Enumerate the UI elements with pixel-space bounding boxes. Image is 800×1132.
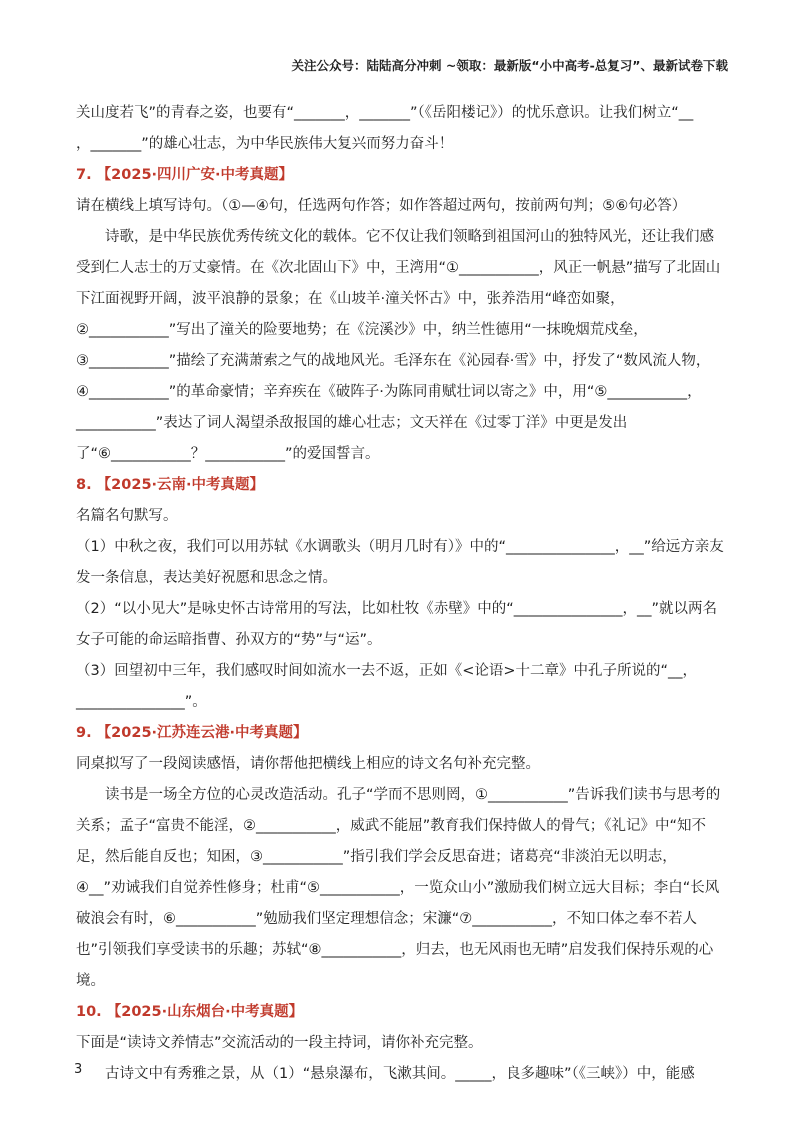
question-9-heading <box>76 718 726 749</box>
question-8-item-3: （3）回望初中三年，我们感叹时间如流水一去不返，正如《<论语>十二章》中孔子所说的“__，_______________”。 <box>76 663 698 710</box>
question-source-tag: 【2025·山东烟台·中考真题】 <box>106 1004 304 1020</box>
question-number: 10. <box>76 1004 102 1020</box>
question-source-tag: 【2025·云南·中考真题】 <box>96 477 265 493</box>
document-content <box>76 98 726 1090</box>
page-number: 3 <box>74 1062 83 1077</box>
question-9-instruction: 同桌拟写了一段阅读感悟，请你帮他把横线上相应的诗文名句补充完整。 <box>76 756 540 772</box>
question-number: 7. <box>76 167 92 183</box>
question-8-heading <box>76 470 726 501</box>
question-source-tag: 【2025·江苏连云港·中考真题】 <box>96 725 308 741</box>
question-8-instruction: 名篇名句默写。 <box>76 508 178 524</box>
question-10-heading <box>76 997 726 1028</box>
question-7-heading <box>76 160 726 191</box>
question-8-item-2: （2）“以小见大”是咏史怀古诗常用的写法，比如杜牧《赤壁》中的“_______________，__”就以两名女子可能的命运暗指曹、孙双方的“势”与“运”。 <box>76 601 718 648</box>
intro-line-1: 关山度若飞”的青春之姿，也要有“_______，_______”（《岳阳楼记》）的忧乐意识。让我们树立“__ <box>76 105 694 121</box>
question-8-item-1: （1）中秋之夜，我们可以用苏轼《水调歌头（明月几时有）》中的“_______________，__”给远方亲友发一条信息，表达美好祝愿和思念之情。 <box>76 539 724 586</box>
question-10-instruction: 下面是“读诗文养情志”交流活动的一段主持词，请你补充完整。 <box>76 1035 483 1051</box>
question-number: 8. <box>76 477 92 493</box>
question-7-body: 诗歌，是中华民族优秀传统文化的载体。它不仅让我们领略到祖国河山的独特风光，还让我们感受到仁人志士的万丈豪情。在《次北固山下》中，王湾用“①___________，风正一帆悬”描写了北固山下江面视野开阔，波平浪静的景象；在《山坡羊·潼关怀古》中，张养浩用“峰峦如聚，②___________”写出了潼关的险要地势；在《浣溪沙》中，纳兰性德用“一抹晚烟荒戍垒，③___________”描绘了充满萧索之气的战地风光。毛泽东在《沁园春·雪》中，抒发了“数风流人物，④___________”的革命豪情；辛弃疾在《破阵子·为陈同甫赋壮词以寄之》中，用“⑤___________，___________”表达了词人渴望杀敌报国的雄心壮志；文天祥在《过零丁洋》中更是发出了“⑥___________？___________”的爱国誓言。 <box>76 229 721 462</box>
question-7-instruction: 请在横线上填写诗句。（①—④句，任选两句作答；如作答超过两句，按前两句判；⑤⑥句必答） <box>76 198 687 214</box>
question-9-body: 读书是一场全方位的心灵改造活动。孔子“学而不思则罔，①___________”告诉我们读书与思考的关系；孟子“富贵不能淫，②___________，威武不能屈”教育我们保持做人的骨气；《礼记》中“知不足，然后能自反也；知困，③___________”指引我们学会反思奋进；诸葛亮“非淡泊无以明志，④__”劝诫我们自觉养性修身；杜甫“⑤___________，一览众山小”激励我们树立远大目标；李白“长风破浪会有时，⑥___________”勉励我们坚定理想信念；宋濂“⑦___________，不知口体之奉不若人也”引领我们享受读书的乐趣；苏轼“⑧___________，归去，也无风雨也无晴”启发我们保持乐观的心境。 <box>76 787 721 989</box>
page-header: 关注公众号：陆陆高分冲刺 ~领取：最新版“小中高考-总复习”、最新试卷下载 <box>291 58 728 73</box>
question-source-tag: 【2025·四川广安·中考真题】 <box>96 167 294 183</box>
question-10-body: 古诗文中有秀雅之景，从（1）“悬泉瀑布，飞漱其间。_____，良多趣味”（《三峡》）中，能感 <box>105 1066 695 1082</box>
question-number: 9. <box>76 725 92 741</box>
intro-line-2: ，_______”的雄心壮志，为中华民族伟大复兴而努力奋斗！ <box>76 136 454 152</box>
